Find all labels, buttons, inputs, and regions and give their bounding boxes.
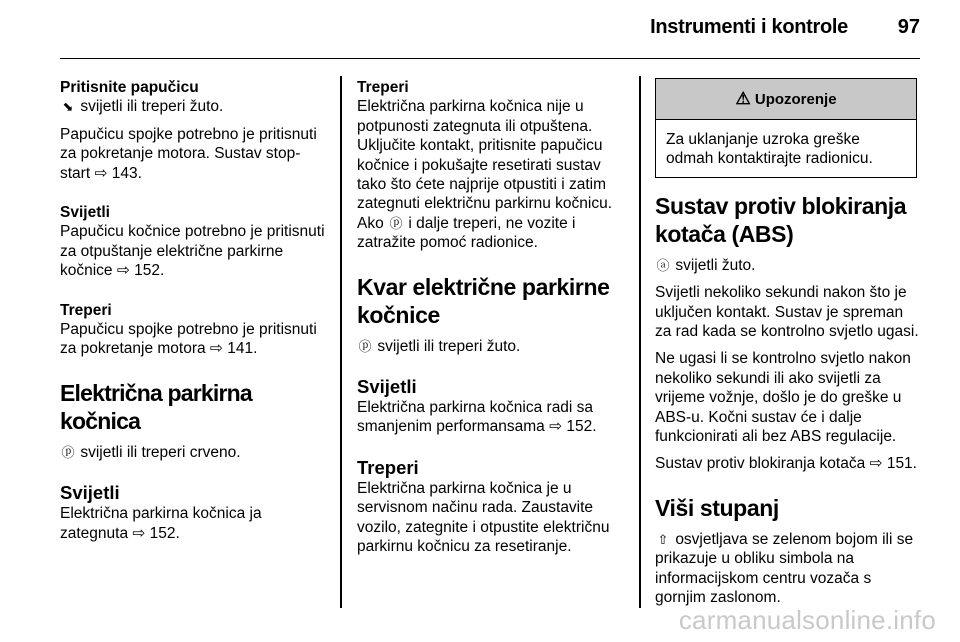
subsection-heading: Svijetli bbox=[60, 482, 120, 504]
column-divider bbox=[340, 76, 342, 608]
parking-brake-fault-icon: ⓟ bbox=[358, 338, 372, 354]
column-2 bbox=[357, 78, 629, 565]
section-heading: Treperi bbox=[357, 79, 409, 96]
indicator-text: svijetli ili treperi žuto. bbox=[80, 98, 224, 116]
spacer bbox=[60, 191, 328, 203]
section-heading: Treperi bbox=[60, 301, 112, 319]
indicator-line bbox=[60, 443, 328, 462]
section-heading: Pritisnite papučicu bbox=[60, 79, 199, 96]
paragraph: Papučicu spojke potrebno je pritisnuti za pokretanje motora ⇨ 141. bbox=[60, 321, 317, 358]
page-number: 97 bbox=[897, 16, 920, 38]
watermark: carmanualsonline.info bbox=[678, 605, 936, 635]
indicator-line bbox=[655, 530, 923, 608]
section-title: Električna parkirna kočnica bbox=[60, 379, 252, 434]
paragraph-text: i dalje treperi, ne vozite i zatražite pomoć radionice. bbox=[357, 214, 576, 252]
spacer bbox=[357, 261, 629, 273]
paragraph: Svijetli nekoliko sekundi nakon što je uključen kontakt. Sustav je spreman za rad kada se kontrolno svjetlo ugasi. bbox=[655, 284, 919, 341]
abs-icon: ⓐ bbox=[656, 257, 670, 273]
column-3 bbox=[655, 78, 923, 616]
paragraph: Papučicu spojke potrebno je pritisnuti za pokretanje motora. Sustav stop-start ⇨ 143. bbox=[60, 125, 317, 182]
spacer bbox=[60, 470, 328, 482]
upshift-icon: ⇧ bbox=[657, 531, 669, 547]
page-header bbox=[60, 0, 920, 59]
paragraph bbox=[357, 97, 629, 252]
paragraph: Papučicu kočnice potrebno je pritisnuti za otpuštanje električne parkirne kočnice ⇨ 152. bbox=[60, 223, 325, 280]
section-heading: Svijetli bbox=[60, 204, 110, 222]
spacer bbox=[60, 289, 328, 301]
section-title: Kvar električne parkirne kočnice bbox=[357, 273, 610, 328]
section-title: Sustav protiv blokiranja kotača (ABS) bbox=[655, 192, 907, 247]
parking-brake-icon: ⓟ bbox=[61, 444, 75, 460]
indicator-text: svijetli ili treperi žuto. bbox=[377, 337, 521, 355]
paragraph-text: Električna parkirna kočnica nije u potpunosti zategnuta ili otpuštena. Uključite kontakt, pritisnite papučicu kočnice i pokušajte resetirati sustav tako što ćete najprije otpustiti i zatim zategnuti električnu parkirnu kočnicu. Ako bbox=[357, 98, 613, 232]
paragraph: Električna parkirna kočnica radi sa smanjenim performansama ⇨ 152. bbox=[357, 399, 597, 436]
warning-triangle-icon: ⚠ bbox=[735, 89, 751, 108]
paragraph: Električna parkirna kočnica je u servisnom načinu rada. Zaustavite vozilo, zategnite i otpustite električnu parkirnu kočnicu za resetiranje. bbox=[357, 479, 610, 556]
column-1 bbox=[60, 78, 328, 551]
paragraph: Električna parkirna kočnica ja zategnuta ⇨ 152. bbox=[60, 505, 262, 542]
indicator-line bbox=[655, 256, 923, 275]
spacer bbox=[60, 367, 328, 379]
parking-brake-icon: ⓟ bbox=[389, 215, 403, 231]
indicator-text: svijetli ili treperi crveno. bbox=[80, 443, 241, 461]
indicator-line bbox=[357, 337, 629, 356]
warning-text: Za uklanjanje uzroka greške odmah kontaktirajte radionicu. bbox=[666, 131, 873, 168]
spacer bbox=[357, 445, 629, 457]
spacer bbox=[357, 364, 629, 376]
paragraph: Ne ugasi li se kontrolno svjetlo nakon nekoliko sekundi ili ako svijetli za vrijeme vožnje, došlo je do greške u ABS-u. Kočni sustav će i dalje funkcionirati ali bez ABS regulacije. bbox=[655, 350, 911, 446]
subsection-heading: Treperi bbox=[357, 456, 419, 478]
paragraph: Sustav protiv blokiranja kotača ⇨ 151. bbox=[655, 455, 917, 473]
indicator-text: osvjetljava se zelenom bojom ili se prikazuje u obliku simbola na informacijskom centru vozača s gornjim zaslonom. bbox=[655, 530, 914, 607]
section-title: Viši stupanj bbox=[655, 494, 779, 521]
spacer bbox=[655, 482, 923, 494]
page-title: Instrumenti i kontrole bbox=[650, 16, 848, 38]
indicator-text: svijetli žuto. bbox=[675, 256, 756, 274]
indicator-line bbox=[60, 97, 328, 116]
warning-box bbox=[655, 78, 917, 178]
warning-title: Upozorenje bbox=[754, 91, 837, 108]
warning-header bbox=[656, 79, 916, 120]
column-divider bbox=[639, 76, 641, 608]
subsection-heading: Svijetli bbox=[357, 376, 417, 398]
clutch-pedal-icon: ⬊ bbox=[62, 99, 74, 115]
